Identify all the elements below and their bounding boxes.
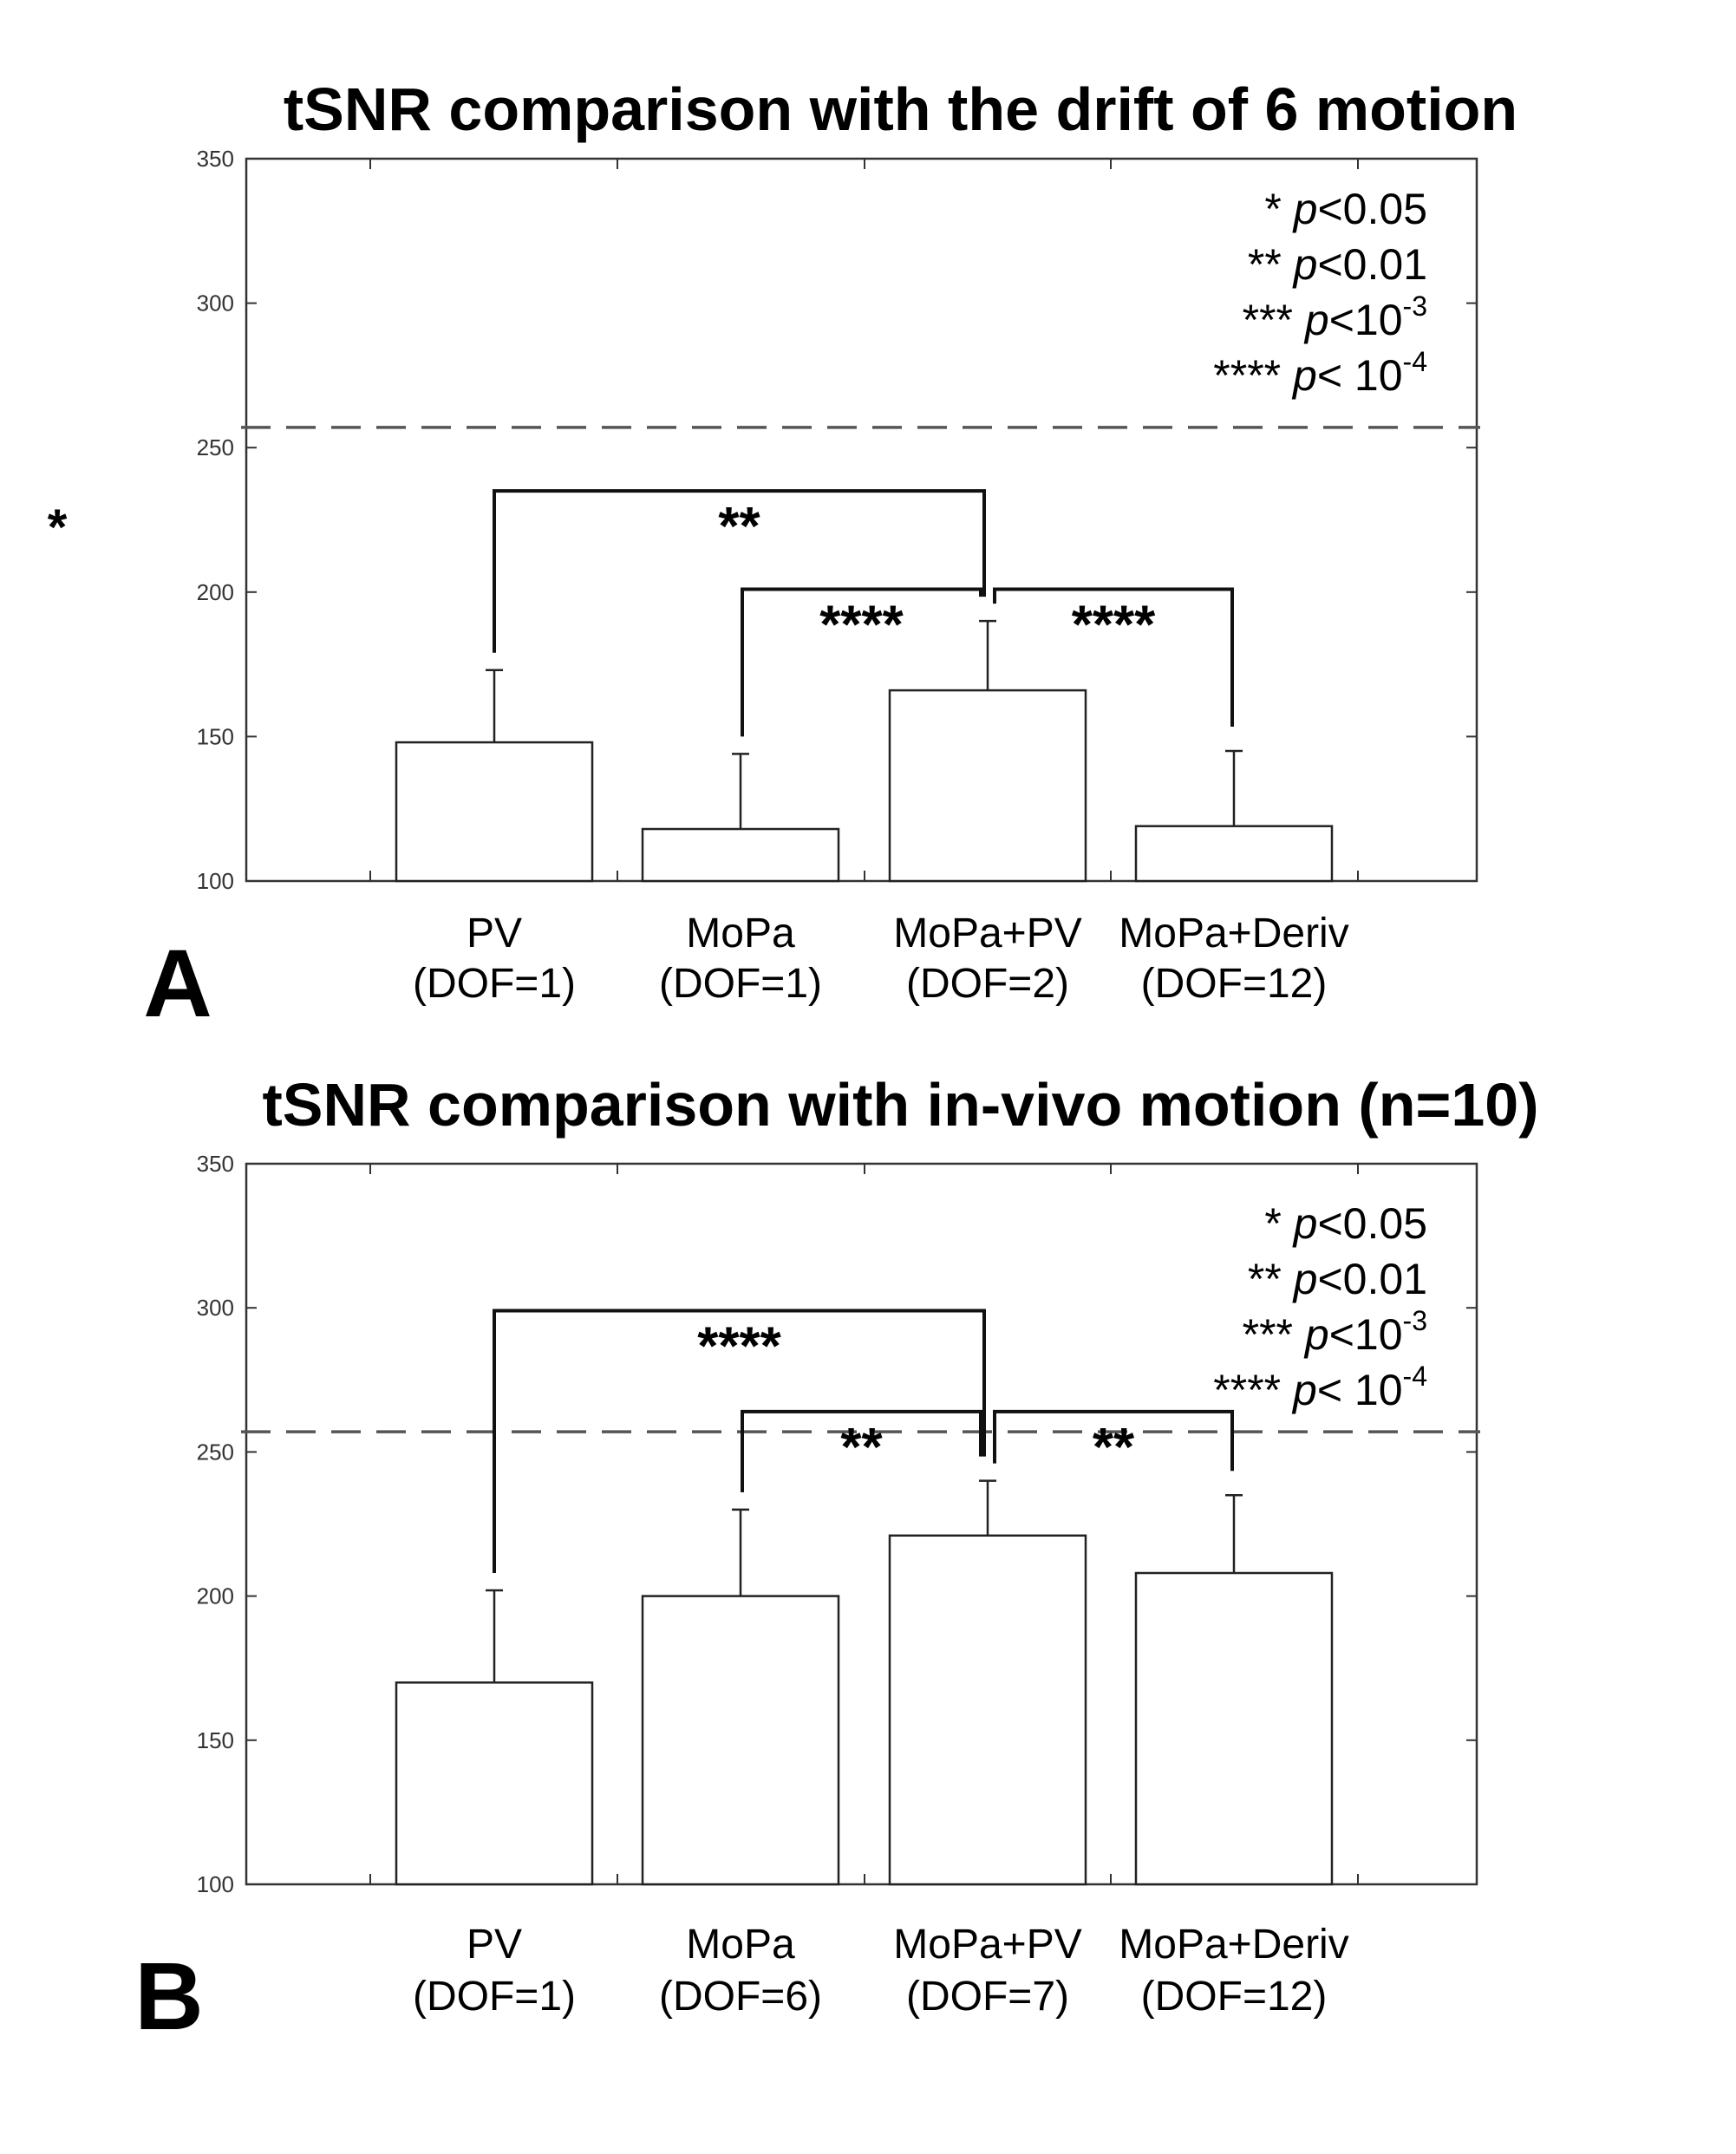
panel-b-category-label-0: PV xyxy=(466,1922,523,1968)
panel-b-legend-entry-1 xyxy=(1248,1255,1427,1303)
panel-a-bracket-stars-2: **** xyxy=(1071,595,1156,656)
panel-b-bar-0 xyxy=(396,1682,592,1884)
panel-b-legend-p-1: p xyxy=(1293,1255,1318,1303)
panel-b-legend-exponent-2: -3 xyxy=(1402,1305,1427,1336)
panel-b-ytick-label-5: 350 xyxy=(196,1151,234,1177)
panel-a-ytick-label-2: 200 xyxy=(196,578,234,605)
panel-b-bracket-stars-2: ** xyxy=(1092,1417,1135,1478)
panel-a-bar-0 xyxy=(396,742,592,881)
panel-b-chart xyxy=(134,1071,1538,2050)
panel-a-legend-exponent-2: -3 xyxy=(1402,290,1427,322)
panel-a-category-label-2: MoPa+PV xyxy=(893,911,1082,956)
panel-b-legend-p-0: p xyxy=(1293,1199,1318,1248)
panel-a-category-dof-1: (DOF=1) xyxy=(658,961,823,1007)
panel-a-legend-p-1: p xyxy=(1293,240,1318,289)
panel-a-legend-exponent-3: -4 xyxy=(1402,346,1427,377)
panel-a-legend-p-0: p xyxy=(1293,185,1318,233)
panel-a-legend-stars-0: * xyxy=(1264,185,1294,233)
panel-a-legend-entry-0 xyxy=(1264,185,1427,233)
panel-b-bracket-stars-1: ** xyxy=(840,1417,883,1478)
panel-b-legend-threshold-1: <0.01 xyxy=(1317,1255,1427,1303)
panel-b-legend-threshold-2: <10 xyxy=(1328,1310,1403,1359)
panel-b-legend-entry-2 xyxy=(1243,1305,1427,1359)
panel-b-bar-3 xyxy=(1136,1573,1332,1884)
panel-a-ytick-label-3: 250 xyxy=(196,434,234,461)
panel-b-legend-stars-1: ** xyxy=(1247,1255,1294,1303)
panel-a-bar-1 xyxy=(643,829,839,881)
panel-a-category-dof-3: (DOF=12) xyxy=(1140,961,1328,1007)
panel-b-legend-entry-0 xyxy=(1264,1199,1427,1248)
panel-b-legend-stars-3: **** xyxy=(1213,1366,1294,1414)
panel-a-legend-stars-1: ** xyxy=(1247,240,1294,289)
panel-a-category-label-3: MoPa+Deriv xyxy=(1119,911,1349,956)
panel-a-ytick-label-4: 300 xyxy=(196,290,234,317)
panel-b-title: tSNR comparison with in-vivo motion (n=10) xyxy=(262,1071,1539,1139)
panel-a-category-dof-0: (DOF=1) xyxy=(412,961,577,1007)
panel-b-legend-p-2: p xyxy=(1304,1310,1329,1359)
panel-a-legend-p-2: p xyxy=(1304,296,1329,344)
panel-b-ytick-label-3: 250 xyxy=(196,1439,234,1465)
panel-a-legend-entry-3 xyxy=(1213,346,1427,400)
panel-b-ytick-label-1: 150 xyxy=(196,1726,234,1753)
panel-a-legend-threshold-0: <0.05 xyxy=(1317,185,1427,233)
panel-b-ytick-label-2: 200 xyxy=(196,1583,234,1609)
panel-a-legend-entry-1 xyxy=(1248,240,1427,289)
panel-b-category-dof-0: (DOF=1) xyxy=(412,1974,577,2020)
panel-a-ytick-label-1: 150 xyxy=(196,723,234,750)
panel-b-bar-1 xyxy=(643,1596,839,1884)
panel-a-category-label-1: MoPa xyxy=(686,911,795,956)
panel-a-category-dof-2: (DOF=2) xyxy=(905,961,1070,1007)
panel-b-category-dof-1: (DOF=6) xyxy=(658,1974,823,2020)
stray-asterisk: * xyxy=(47,499,68,556)
panel-b-category-dof-2: (DOF=7) xyxy=(905,1974,1070,2020)
panel-a-category-label-0: PV xyxy=(466,911,523,956)
panel-a-chart xyxy=(143,75,1517,1037)
panel-b-category-label-2: MoPa+PV xyxy=(893,1922,1082,1968)
panel-b-letter: B xyxy=(134,1943,204,2050)
panel-b-legend-stars-2: *** xyxy=(1242,1310,1305,1359)
panel-a-legend-stars-3: **** xyxy=(1213,351,1294,400)
panel-a-legend-threshold-3: < 10 xyxy=(1316,351,1403,400)
panel-a-title: tSNR comparison with the drift of 6 motion xyxy=(283,75,1518,143)
panel-b-legend-p-3: p xyxy=(1293,1366,1317,1414)
panel-b-legend-threshold-0: <0.05 xyxy=(1317,1199,1427,1248)
panel-b-legend-threshold-3: < 10 xyxy=(1316,1366,1403,1414)
panel-a-bar-3 xyxy=(1136,826,1332,881)
panel-b-category-label-3: MoPa+Deriv xyxy=(1119,1922,1349,1968)
panel-a-legend-threshold-2: <10 xyxy=(1328,296,1403,344)
panel-b-category-dof-3: (DOF=12) xyxy=(1140,1974,1328,2020)
panel-a-legend-p-3: p xyxy=(1293,351,1317,400)
panel-b-category-label-1: MoPa xyxy=(686,1922,795,1968)
panel-b-ytick-label-4: 300 xyxy=(196,1295,234,1322)
panel-a-legend-stars-2: *** xyxy=(1242,296,1305,344)
panel-a-ytick-label-5: 350 xyxy=(196,146,234,172)
panel-a-bracket-stars-1: **** xyxy=(819,595,904,656)
panel-b-legend-stars-0: * xyxy=(1264,1199,1294,1248)
panel-b-bar-2 xyxy=(890,1536,1086,1884)
panel-a-bracket-stars-0: ** xyxy=(718,497,760,558)
panel-a-legend-entry-2 xyxy=(1243,290,1427,344)
panel-b-bracket-stars-0: **** xyxy=(697,1316,781,1377)
panel-b-legend-exponent-3: -4 xyxy=(1402,1361,1427,1392)
panel-a-bar-2 xyxy=(890,690,1086,881)
panel-b-ytick-label-0: 100 xyxy=(196,1871,234,1897)
panel-a-letter: A xyxy=(143,930,212,1037)
panel-a-ytick-label-0: 100 xyxy=(196,868,234,894)
panel-a-legend-threshold-1: <0.01 xyxy=(1317,240,1427,289)
panel-b-legend-entry-3 xyxy=(1213,1361,1427,1414)
